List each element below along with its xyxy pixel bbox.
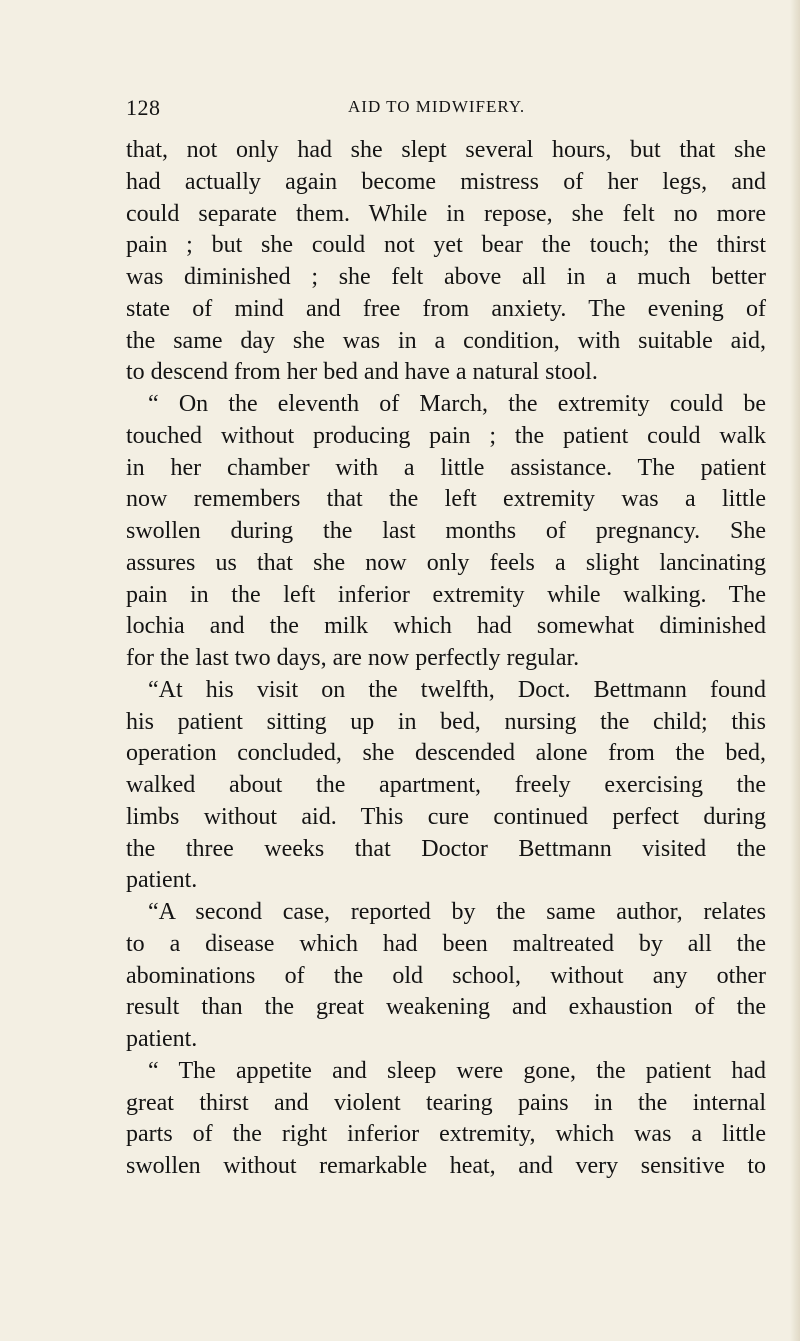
running-head: AID TO MIDWIFERY. bbox=[348, 97, 526, 116]
text-line: his patient sitting up in bed, nursing the child; this bbox=[126, 708, 766, 735]
text-line: that, not only had she slept several hours, but that she bbox=[126, 137, 766, 163]
text-line: now remembers that the left extremity was a little bbox=[126, 486, 766, 513]
text-line: parts of the right inferior extremity, which was a little bbox=[126, 1121, 766, 1148]
text-line: the three weeks that Doctor Bettmann visited the bbox=[126, 835, 766, 862]
text-line: “ On the eleventh of March, the extremity could be bbox=[148, 391, 766, 417]
text-line: result than the great weakening and exhaustion of the bbox=[126, 994, 766, 1021]
text-line: assures us that she now only feels a slight lancinating bbox=[126, 549, 766, 576]
text-line: could separate them. While in repose, she felt no more bbox=[126, 200, 766, 227]
text-line: had actually again become mistress of her legs, and bbox=[126, 168, 766, 195]
text-line: to descend from her bed and have a natural stool. bbox=[126, 359, 598, 386]
text-line: lochia and the milk which had somewhat diminished bbox=[126, 613, 766, 640]
text-line: state of mind and free from anxiety. The evening of bbox=[126, 295, 766, 322]
text-line: walked about the apartment, freely exercising the bbox=[126, 772, 766, 798]
text-line: was diminished ; she felt above all in a much better bbox=[126, 264, 766, 290]
page-header bbox=[126, 95, 686, 119]
text-line: in her chamber with a little assistance. The patient bbox=[126, 454, 766, 481]
text-line: pain in the left inferior extremity while walking. The bbox=[126, 581, 766, 608]
text-line: “A second case, reported by the same author, relates bbox=[148, 899, 766, 925]
text-line: limbs without aid. This cure continued perfect during bbox=[126, 803, 766, 830]
page-edge-shadow bbox=[790, 0, 800, 1341]
text-line: to a disease which had been maltreated by all the bbox=[126, 930, 766, 957]
text-line: abominations of the old school, without any other bbox=[126, 962, 766, 989]
text-line: great thirst and violent tearing pains in the internal bbox=[126, 1089, 766, 1116]
text-line: pain ; but she could not yet bear the touch; the thirst bbox=[126, 232, 766, 259]
text-line: touched without producing pain ; the patient could walk bbox=[126, 422, 766, 449]
text-line: operation concluded, she descended alone from the bed, bbox=[126, 740, 766, 767]
page-number: 128 bbox=[126, 95, 161, 120]
text-line: swollen without remarkable heat, and very sensitive to bbox=[126, 1153, 766, 1179]
body-text bbox=[126, 135, 766, 1183]
text-line: “At his visit on the twelfth, Doct. Bettmann found bbox=[148, 676, 766, 703]
text-line: “ The appetite and sleep were gone, the patient had bbox=[148, 1057, 766, 1084]
text-line: for the last two days, are now perfectly regular. bbox=[126, 645, 580, 671]
text-line: patient. bbox=[126, 1026, 198, 1052]
text-line: swollen during the last months of pregnancy. She bbox=[126, 518, 766, 544]
text-line: the same day she was in a condition, with suitable aid, bbox=[126, 327, 766, 354]
text-line: patient. bbox=[126, 867, 198, 894]
